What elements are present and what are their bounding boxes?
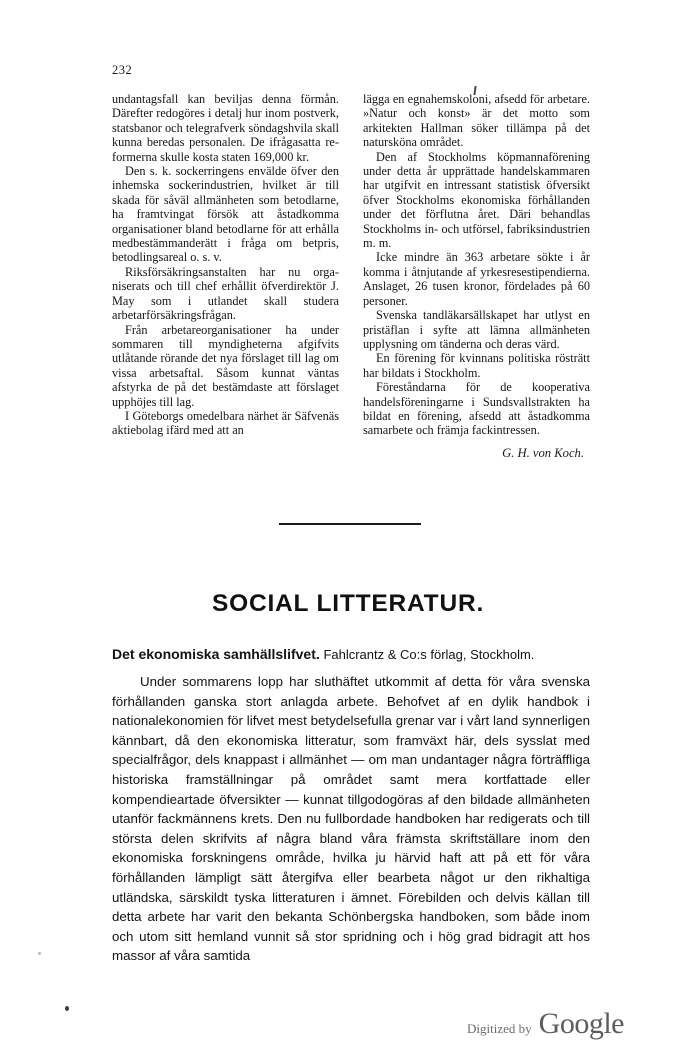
section-heading: SOCIAL LITTERATUR. <box>211 590 485 617</box>
paragraph: Den af Stockholms köpmannaförening under detta år upprättade handelskammaren har utgifvit en intressant statistisk öfversikt öfver Stockholms ekonomiska förhållanden under det förflutna året. Däri behandlas Stockholms in- och utförsel, fabriksindustrien m. m. <box>363 149 590 251</box>
digitized-by-label: Digitized by <box>467 1021 532 1036</box>
scan-speck <box>38 952 41 955</box>
page-number: 232 <box>112 63 133 77</box>
paragraph: En förening för kvinnans politiska rösträtt har bildats i Stockholm. <box>363 351 590 380</box>
section-divider-rule <box>279 523 421 525</box>
two-column-text-block <box>112 92 590 461</box>
paragraph: I Göteborgs omedelbara närhet är Säfvenäs aktiebolag ifärd med att an <box>112 408 339 438</box>
paragraph: Under sommarens lopp har sluthäftet utkommit af detta för våra svenska förhållanden ganska stort anlagda arbete. Behofvet af en dylik handbok i nationalekonomien för lifvet mest betydelsefulla grenar var i vårt land synnerligen kännbart, då den ekonomiska litteratur, som framväxt här, dels sysslat med specialfrågor, dels knappast i allmänhet — om man undantager några förträffliga historiska framställningar på området samt mera kortfattade eller kompendieartade öfversikter — kunnat tillgodogöras af den bildade allmänheten utanför fackmännens krets. Den nu fullbordade handboken har redigerats och till största delen skrifvits af några bland våra främsta skriftställare inom den ekonomiska forskningens område, hvilka ju härvid haft att på ett för våra förhållanden lämpligt sätt återgifva eller bearbeta något ur den rikhaltiga utländska, särskildt tyska litteraturen i ämnet. Förebilden och delvis källan till detta arbete har varit den bekanta Schönbergska handboken, som både inom och utom sitt hemland vunnit så stor spridning och i hög grad bidragit att hos massor af våra samtida <box>112 674 590 964</box>
review-body-text <box>112 672 590 966</box>
google-logo-text: Google <box>538 1007 624 1040</box>
paragraph: lägga en egnahemskoloni, afsedd för arbetare. »Natur och konst» är det motto som arkitekten Hallman söker tillämpa på det natursköna området. <box>363 92 590 150</box>
right-column <box>363 92 590 461</box>
book-publisher: Fahlcrantz & Co:s förlag, Stockholm. <box>323 647 535 662</box>
paragraph: Från arbetareorganisationer ha under sommaren till myndigheterna afgifvits utlåtande rörande det nya förslaget till lag om vissa arbetsaftal. Såsom kunnat väntas afstyrka de på det bestämdaste att förslaget upphöjes till lag. <box>112 322 339 409</box>
paragraph: Svenska tandläkarsällskapet har utlyst en pristäflan i syfte att lämna allmänheten upplysning om tänderna och deras värd. <box>363 308 590 351</box>
paragraph: Föreståndarna för de kooperativa handelsföreningarne i Sundsvallstrakten ha bildat en förening, afsedd att åstadkomma samarbete och främja fackintressen. <box>363 380 590 438</box>
paragraph: Den s. k. sockerringens envälde öfver den inhemska sockerindustrien, hvilket är till skada för såväl allmänheten som betodlarne, ha framtvingat försök att åstadkomma organisationer bland betodlarne för att erhålla medbestämmanderätt i fråga om betpris, betodlingsareal o. s. v. <box>112 164 339 265</box>
left-column <box>112 92 339 461</box>
digitization-watermark <box>467 1007 624 1041</box>
scan-speck <box>65 1006 69 1011</box>
book-reference-line <box>112 646 590 662</box>
book-title: Det ekonomiska samhällslifvet. <box>112 646 320 662</box>
paragraph: Icke mindre än 363 arbetare sökte i år komma i åtnjutande af yrkesresestipendierna. Anslaget, 26 tusen kronor, fördelades på 60 personer. <box>363 250 590 308</box>
author-signature: G. H. von Koch. <box>502 445 584 460</box>
paragraph: Riksförsäkringsanstalten har nu organiserats och till chef erhållit öfverdirektör J. May som i utlandet skall studera arbetarförsäkringsfrågan. <box>112 264 339 323</box>
paragraph: undantagsfall kan beviljas denna förmån. Därefter redogöres i detalj hur inom postverk, statsbanor och telegrafverk söndagshvila skall kunna beredas personalen. De ifrågasatta reformerna skulle kosta staten 169,000 kr. <box>112 92 339 164</box>
